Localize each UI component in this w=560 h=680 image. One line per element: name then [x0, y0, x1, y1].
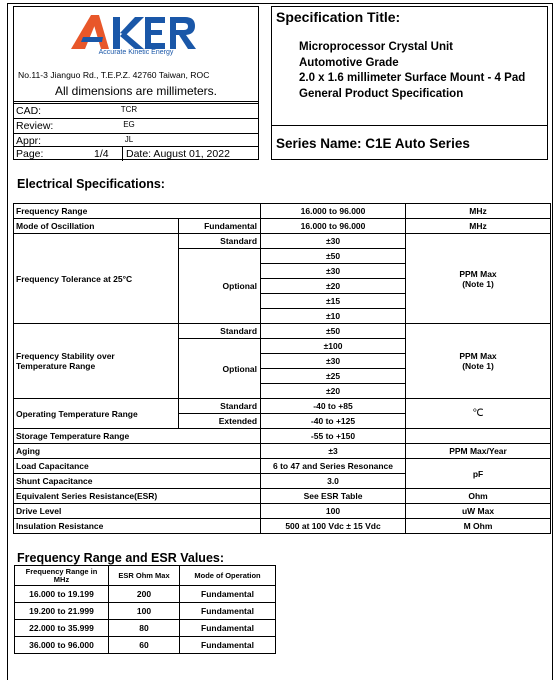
- table-row: [14, 399, 551, 414]
- param-value: ±30: [261, 234, 406, 249]
- mode-cell: Fundamental: [180, 620, 276, 637]
- table-row: [14, 459, 551, 474]
- param-label: Load Capacitance: [14, 459, 261, 474]
- param-unit: [406, 324, 551, 399]
- esr-cell: 200: [109, 586, 180, 603]
- param-label: Frequency Tolerance at 25°C: [14, 234, 179, 324]
- param-value: ±25: [261, 369, 406, 384]
- unit-note: (Note 1): [462, 278, 494, 289]
- param-value: -40 to +85: [261, 399, 406, 414]
- param-value: 16.000 to 96.000: [261, 219, 406, 234]
- param-sub: Optional: [179, 249, 261, 324]
- param-unit: MHz: [406, 219, 551, 234]
- mode-cell: Fundamental: [180, 586, 276, 603]
- table-row: [14, 234, 551, 249]
- table-row: [15, 586, 276, 603]
- param-unit: ℃: [406, 399, 551, 429]
- param-unit: Ohm: [406, 489, 551, 504]
- table-row: [14, 489, 551, 504]
- param-sub: Standard: [179, 234, 261, 249]
- param-label: Operating Temperature Range: [14, 399, 179, 429]
- appr-label: Appr:: [16, 135, 42, 147]
- freq-range-cell: 16.000 to 19.199: [15, 586, 109, 603]
- param-sub: Fundamental: [179, 219, 261, 234]
- spec-line: Microprocessor Crystal Unit: [299, 41, 454, 53]
- review-label: Review:: [16, 120, 54, 132]
- param-value: 3.0: [261, 474, 406, 489]
- param-value: -55 to +150: [261, 429, 406, 444]
- freq-range-cell: 22.000 to 35.999: [15, 620, 109, 637]
- param-value: ±15: [261, 294, 406, 309]
- column-header: Frequency Range in MHz: [15, 566, 109, 586]
- param-label: Shunt Capacitance: [14, 474, 261, 489]
- param-unit: pF: [406, 459, 551, 489]
- cad-row: [14, 103, 258, 118]
- param-unit: PPM Max/Year: [406, 444, 551, 459]
- dimensions-note: All dimensions are millimeters.: [14, 84, 258, 102]
- company-logo: [69, 13, 209, 51]
- table-row: [15, 620, 276, 637]
- esr-heading: Frequency Range and ESR Values:: [17, 551, 225, 565]
- spec-title-block: [271, 6, 548, 160]
- param-unit: M Ohm: [406, 519, 551, 534]
- esr-table: [14, 565, 276, 654]
- table-row: [14, 504, 551, 519]
- table-row: [14, 429, 551, 444]
- param-label: Frequency Range: [14, 204, 261, 219]
- param-sub: Extended: [179, 414, 261, 429]
- label-line: Frequency Stability over: [16, 351, 115, 361]
- company-address: No.11-3 Jianguo Rd., T.E.P.Z. 42760 Taiwan, ROC: [18, 70, 210, 80]
- mode-cell: Fundamental: [180, 637, 276, 654]
- spec-title-lines: [299, 40, 525, 102]
- param-label: Mode of Oscillation: [14, 219, 179, 234]
- param-value: -40 to +125: [261, 414, 406, 429]
- param-value: ±20: [261, 279, 406, 294]
- logo-tagline: Accurate Kinetic Energy: [98, 49, 174, 56]
- unit-line: PPM Max: [459, 351, 497, 361]
- label-line: Temperature Range: [16, 361, 96, 371]
- param-value: 500 at 100 Vdc ± 15 Vdc: [261, 519, 406, 534]
- table-row: [14, 324, 551, 339]
- param-unit: [406, 429, 551, 444]
- table-row: [15, 637, 276, 654]
- spec-line: 2.0 x 1.6 millimeter Surface Mount - 4 Pad: [299, 72, 526, 84]
- param-sub: Standard: [179, 399, 261, 414]
- param-unit: uW Max: [406, 504, 551, 519]
- review-row: [14, 118, 258, 133]
- electrical-heading: Electrical Specifications:: [17, 177, 165, 191]
- spec-title-label: Specification Title:: [276, 9, 401, 25]
- param-sub: Optional: [179, 339, 261, 399]
- series-name: Series Name: C1E Auto Series: [276, 136, 470, 151]
- esr-cell: 80: [109, 620, 180, 637]
- electrical-spec-table: [13, 203, 551, 534]
- param-label: Equivalent Series Resistance(ESR): [14, 489, 261, 504]
- esr-cell: 100: [109, 603, 180, 620]
- param-label: Storage Temperature Range: [14, 429, 261, 444]
- param-label: Insulation Resistance: [14, 519, 261, 534]
- param-value: ±3: [261, 444, 406, 459]
- param-value: ±10: [261, 309, 406, 324]
- param-value: ±30: [261, 354, 406, 369]
- param-value: ±50: [261, 249, 406, 264]
- spec-line: Automotive Grade: [299, 56, 399, 69]
- cad-label: CAD:: [16, 105, 42, 117]
- freq-range-cell: 19.200 to 21.999: [15, 603, 109, 620]
- param-unit: MHz: [406, 204, 551, 219]
- param-value: ±20: [261, 384, 406, 399]
- page-label: Page:: [16, 148, 44, 160]
- freq-range-cell: 36.000 to 96.000: [15, 637, 109, 654]
- column-header: Mode of Operation: [180, 566, 276, 586]
- table-row: [14, 219, 551, 234]
- mode-cell: Fundamental: [180, 603, 276, 620]
- table-row: [15, 603, 276, 620]
- table-row: [14, 519, 551, 534]
- appr-value: JL: [124, 135, 134, 144]
- issue-date: Date: August 01, 2022: [126, 148, 230, 160]
- page-row: [14, 146, 258, 161]
- param-value: ±50: [261, 324, 406, 339]
- page-number: 1/4: [94, 148, 109, 160]
- unit-line: PPM Max: [459, 268, 497, 279]
- review-value: EG: [123, 120, 135, 129]
- company-block: [13, 6, 259, 160]
- unit-note: (Note 1): [462, 361, 494, 371]
- param-label: Aging: [14, 444, 261, 459]
- param-label: Drive Level: [14, 504, 261, 519]
- spec-line: General Product Specification: [299, 87, 464, 100]
- param-value: ±100: [261, 339, 406, 354]
- param-value: 16.000 to 96.000: [261, 204, 406, 219]
- param-unit: [406, 234, 551, 324]
- series-divider: [272, 125, 547, 126]
- page-divider: [122, 147, 123, 161]
- table-row: [14, 204, 551, 219]
- table-header-row: [15, 566, 276, 586]
- table-row: [14, 444, 551, 459]
- param-value: ±30: [261, 264, 406, 279]
- param-value: 6 to 47 and Series Resonance: [261, 459, 406, 474]
- param-value: See ESR Table: [261, 489, 406, 504]
- cad-value: TCR: [120, 105, 138, 114]
- param-sub: Standard: [179, 324, 261, 339]
- param-value: 100: [261, 504, 406, 519]
- esr-cell: 60: [109, 637, 180, 654]
- column-header: ESR Ohm Max: [109, 566, 180, 586]
- param-label: [14, 324, 179, 399]
